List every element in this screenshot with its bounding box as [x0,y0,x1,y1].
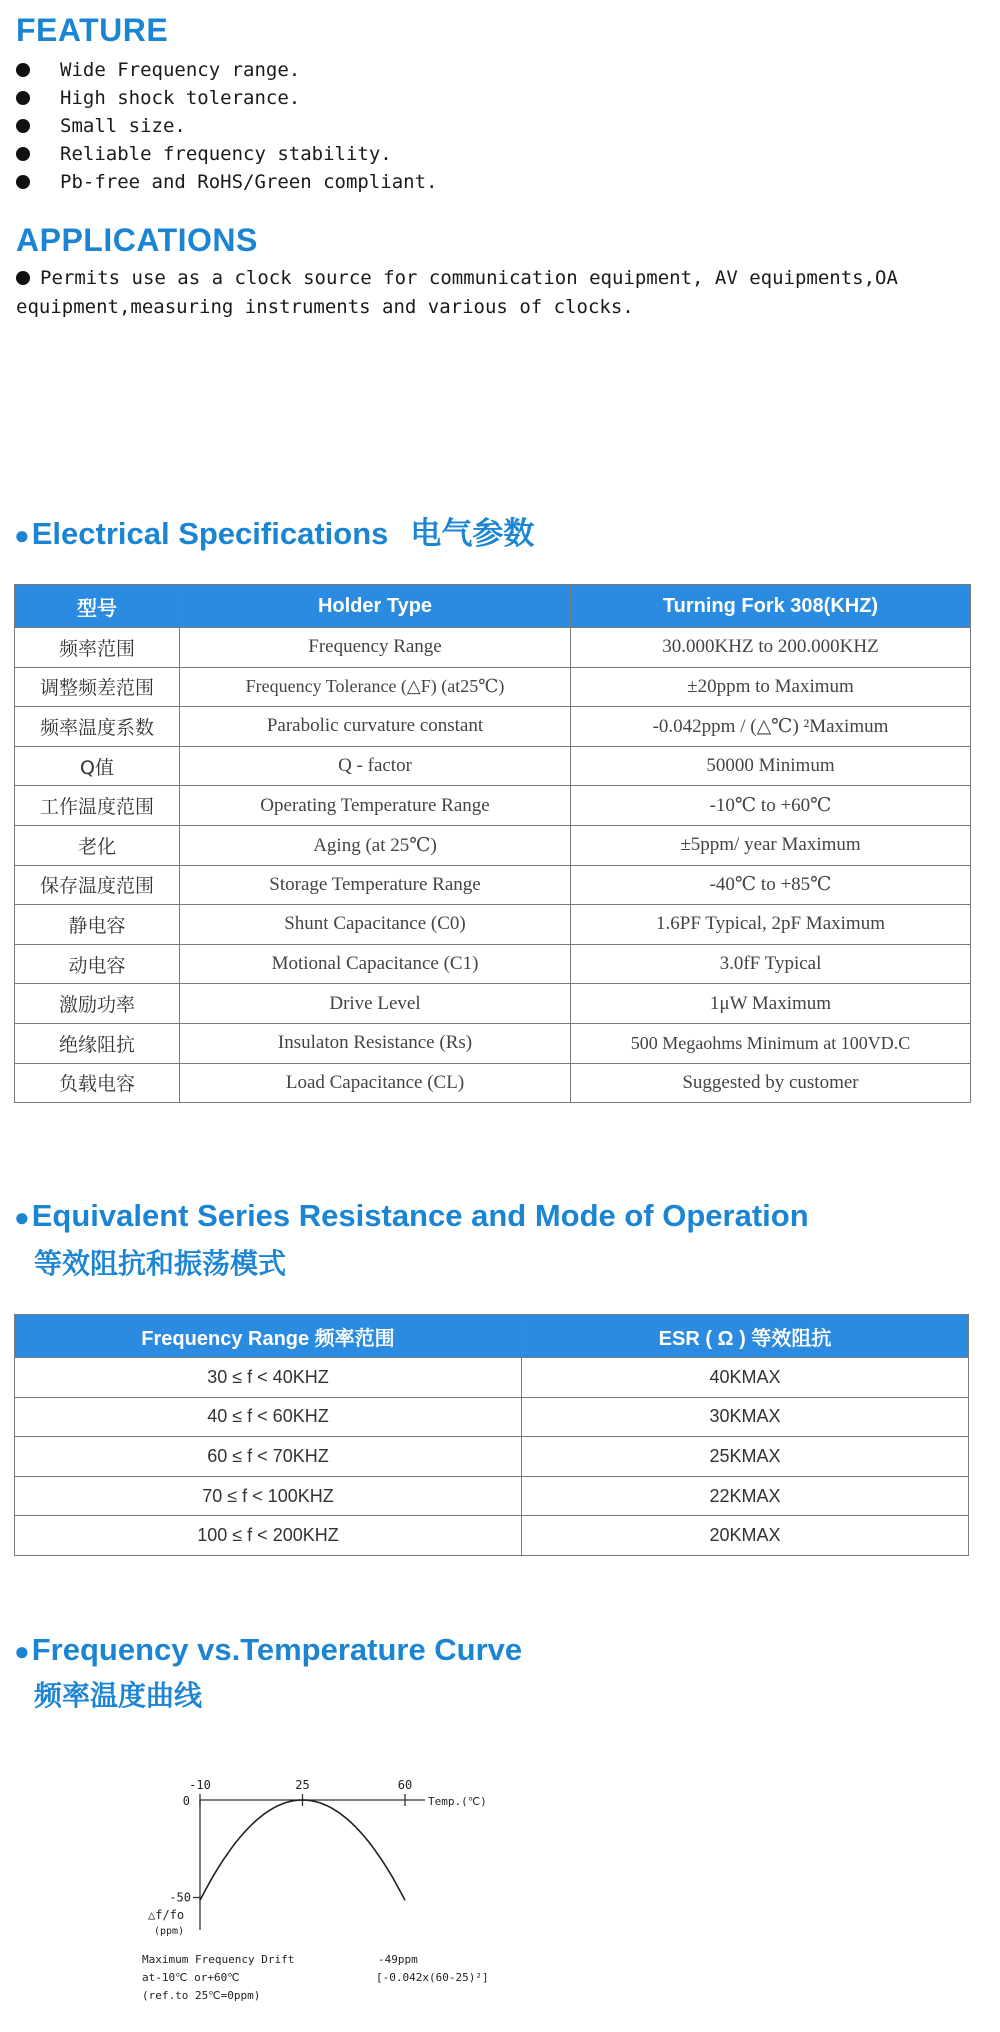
y-axis-label: △f/fo [148,1908,185,1922]
bullet-icon [16,119,30,133]
feature-title: FEATURE [16,12,169,48]
table-row: 绝缘阻抗 Insulaton Resistance (Rs) 500 Megaohms Minimum at 100VD.C [15,1023,971,1063]
curve-title: ●Frequency vs.Temperature Curve [14,1632,523,1667]
electrical-spec-table [14,584,971,1103]
list-item: Wide Frequency range. [16,56,438,84]
esr-subtitle: 等效阻抗和振荡模式 [34,1247,287,1280]
table-header-row [15,585,971,628]
table-row: 保存温度范围 Storage Temperature Range -40℃ to +85℃ [15,865,971,905]
frequency-temperature-chart [130,1765,550,2025]
table-row: 激励功率 Drive Level 1μW Maximum [15,984,971,1024]
header-holder-type: Holder Type [180,585,571,628]
bullet-icon [16,91,30,105]
x-tick-label-25: 25 [295,1778,310,1792]
y-axis-unit: (ppm) [154,1926,185,1937]
applications-text: Permits use as a clock source for communication equipment, AV equipments,OA equipment,measuring instruments and various of clocks. [16,267,898,318]
drift-value: -49ppm [378,1953,418,1966]
table-row: 负载电容 Load Capacitance (CL) Suggested by customer [15,1063,971,1103]
x-axis-label: Temp.(℃) [428,1795,487,1808]
table-row: Q值 Q - factor 50000 Minimum [15,746,971,786]
esr-table [14,1314,969,1556]
x-tick-label-minus10: -10 [189,1778,211,1792]
list-item: High shock tolerance. [16,84,438,112]
list-item: Pb-free and RoHS/Green compliant. [16,168,438,196]
header-model: 型号 [15,585,180,628]
bullet-icon [16,63,30,77]
table-row: 调整频差范围 Frequency Tolerance (△F) (at25℃) ±20ppm to Maximum [15,667,971,707]
y-tick-label-minus50: -50 [169,1890,191,1905]
table-row: 70 ≤ f < 100KHZ 22KMAX [15,1476,969,1516]
table-row: 静电容 Shunt Capacitance (C0) 1.6PF Typical, 2pF Maximum [15,905,971,945]
table-row: 老化 Aging (at 25℃) ±5ppm/ year Maximum [15,825,971,865]
table-header-row [15,1315,969,1358]
table-row: 频率范围 Frequency Range 30.000KHZ to 200.000KHZ [15,628,971,668]
electrical-title: ●Electrical Specifications 电气参数 [14,516,535,552]
drift-note-line3: (ref.to 25℃=0ppm) [142,1989,261,2002]
header-esr: ESR ( Ω ) 等效阻抗 [522,1315,969,1358]
x-tick-label-60: 60 [397,1778,413,1792]
bullet-icon [16,271,30,285]
applications-title: APPLICATIONS [16,222,258,258]
header-turning-fork: Turning Fork 308(KHZ) [571,585,971,628]
table-row: 工作温度范围 Operating Temperature Range -10℃ to +60℃ [15,786,971,826]
table-row: 30 ≤ f < 40KHZ 40KMAX [15,1358,969,1398]
table-row: 40 ≤ f < 60KHZ 30KMAX [15,1397,969,1437]
drift-formula: [-0.042x(60-25)²] [376,1971,489,1984]
list-item: Reliable frequency stability. [16,140,438,168]
esr-title: ●Equivalent Series Resistance and Mode of Operation [14,1198,809,1233]
drift-note-line1: Maximum Frequency Drift [142,1953,295,1966]
feature-list [16,56,438,196]
y-tick-label-0: 0 [182,1794,190,1808]
list-item: Small size. [16,112,438,140]
series-line [200,1800,405,1900]
bullet-icon [16,147,30,161]
table-row: 100 ≤ f < 200KHZ 20KMAX [15,1516,969,1556]
drift-note-line2: at-10℃ or+60℃ [142,1971,240,1984]
table-row: 频率温度系数 Parabolic curvature constant -0.042ppm / (△℃) ²Maximum [15,707,971,747]
header-frequency-range: Frequency Range 频率范围 [15,1315,522,1358]
bullet-icon [16,175,30,189]
curve-subtitle: 频率温度曲线 [34,1679,203,1712]
table-row: 动电容 Motional Capacitance (C1) 3.0fF Typical [15,944,971,984]
table-row: 60 ≤ f < 70KHZ 25KMAX [15,1437,969,1477]
